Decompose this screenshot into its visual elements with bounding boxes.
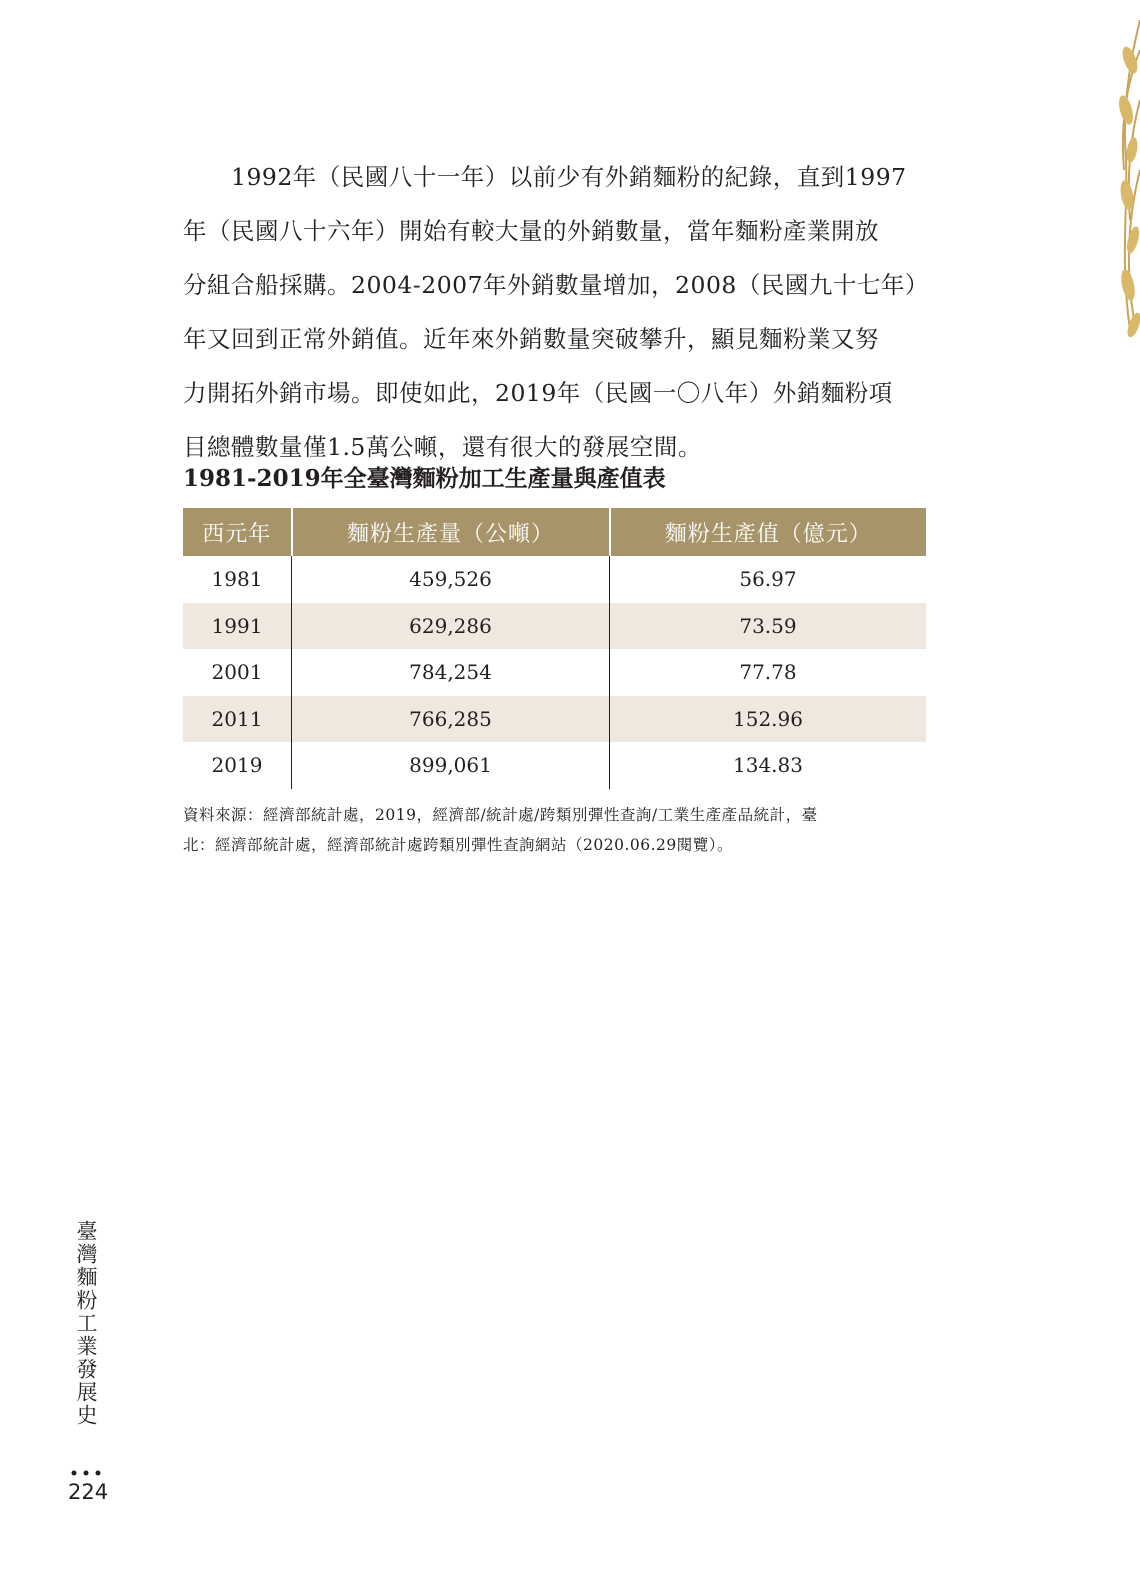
table-row: [183, 603, 926, 650]
table-row: [183, 696, 926, 743]
year-cell: 2019: [211, 753, 263, 778]
quantity-cell: 459,526: [292, 556, 610, 603]
paragraph-line: 1992年（民國八十一年）以前少有外銷麵粉的紀錄，直到1997: [183, 163, 907, 191]
quantity-cell: 766,285: [292, 696, 610, 743]
source-note-line: 北：經濟部統計處，經濟部統計處跨類別彈性查詢網站（2020.06.29閱覽）。: [183, 836, 733, 854]
paragraph-line: 年又回到正常外銷值。近年來外銷數量突破攀升，顯見麵粉業又努: [183, 325, 879, 353]
table-row: [183, 742, 926, 789]
column-header-value: 麵粉生產值（億元）: [610, 508, 927, 556]
paragraph-line: 年（民國八十六年）開始有較大量的外銷數量，當年麵粉產業開放: [183, 217, 879, 245]
value-cell: 77.78: [610, 649, 927, 696]
quantity-cell: 784,254: [292, 649, 610, 696]
year-cell: 1981: [211, 567, 263, 592]
paragraph-line: 目總體數量僅1.5萬公噸，還有很大的發展空間。: [183, 433, 702, 461]
paragraph-line: 分組合船採購。2004-2007年外銷數量增加，2008（民國九十七年）: [183, 271, 929, 299]
year-cell: 1991: [183, 603, 292, 650]
book-title-vertical: 臺灣麵粉工業發展史: [74, 1220, 98, 1427]
year-cell: 2001: [211, 660, 263, 685]
paragraph-line: 力開拓外銷市場。即使如此，2019年（民國一〇八年）外銷麵粉項: [183, 379, 893, 407]
value-cell: 152.96: [610, 696, 927, 743]
value-cell: 56.97: [610, 556, 927, 603]
value-cell: 73.59: [610, 603, 927, 650]
flour-production-table: [183, 508, 926, 789]
column-header-year: 西元年: [183, 508, 292, 556]
source-note: [183, 800, 928, 860]
body-paragraph: [183, 150, 928, 474]
wheat-decoration: [1100, 20, 1140, 340]
table-row: [183, 556, 926, 603]
column-header-quantity: 麵粉生產量（公噸）: [292, 508, 610, 556]
source-note-line: 資料來源：經濟部統計處，2019，經濟部/統計處/跨類別彈性查詢/工業生產產品統計，臺: [183, 806, 818, 824]
page-dots-ornament: [71, 1470, 105, 1476]
page-number: 224: [68, 1480, 109, 1504]
value-cell: 134.83: [610, 742, 927, 789]
quantity-cell: 629,286: [292, 603, 610, 650]
quantity-cell: 899,061: [292, 742, 610, 789]
year-cell: 2011: [183, 696, 292, 743]
table-row: [183, 649, 926, 696]
table-header-row: [183, 508, 926, 556]
table-title: 1981-2019年全臺灣麵粉加工生產量與產值表: [183, 465, 666, 492]
